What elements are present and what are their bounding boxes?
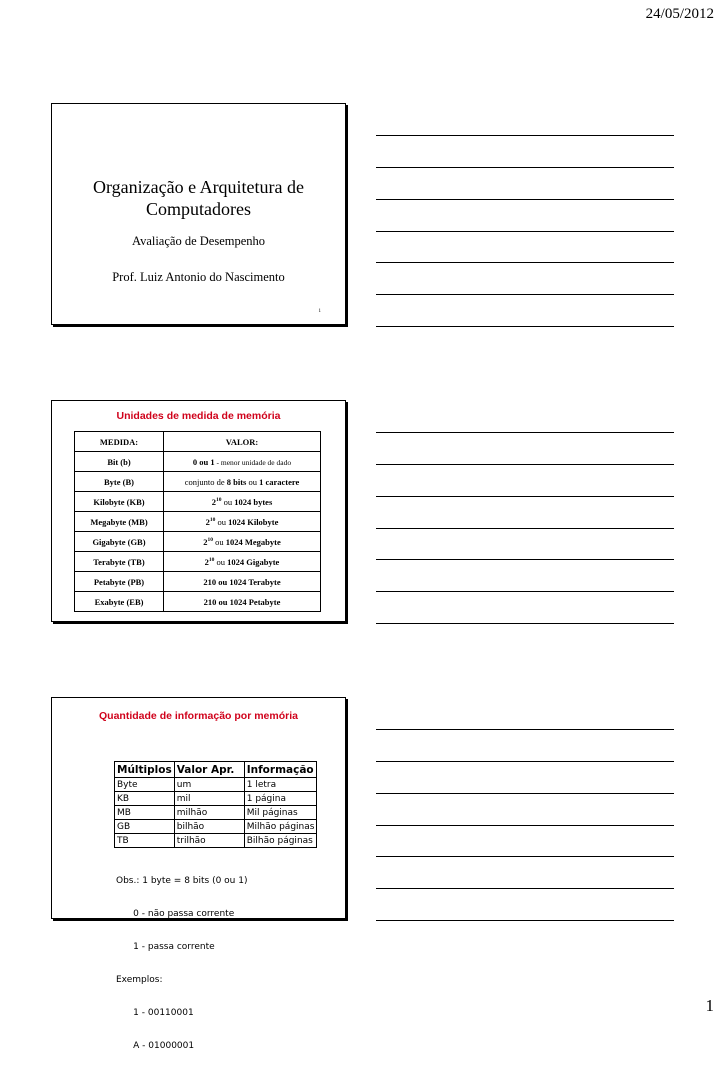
valor-cell (164, 512, 321, 532)
valor-cell: 210 ou 1024 Petabyte (164, 592, 321, 612)
table-row (115, 834, 317, 848)
note-rule (376, 294, 674, 295)
page-number: 1 (705, 996, 714, 1015)
note-rule (376, 761, 674, 762)
note-rule (376, 528, 674, 529)
valor-exponent: 10 (207, 536, 213, 543)
valor-text: ou (214, 556, 228, 567)
informacao-cell: Mil páginas (244, 806, 317, 820)
valor-bold: 8 bits (226, 476, 247, 487)
valor-bold: 1024 Kilobyte (228, 516, 279, 527)
valor-exponent: 10 (209, 516, 216, 523)
table-row (115, 820, 317, 834)
note-rule (376, 432, 674, 433)
slide-1-title-line-1: Organização e Arquitetura de (92, 177, 305, 197)
header-valor-apr: Valor Apr. (174, 762, 244, 778)
note-rule (376, 825, 674, 826)
slide-1 (51, 103, 346, 325)
medida-cell: Gigabyte (GB) (75, 532, 164, 552)
table-header-row (75, 432, 321, 452)
medida-cell: Petabyte (PB) (75, 572, 164, 592)
valor-base: 2 (205, 516, 210, 527)
valor-cell (164, 472, 321, 492)
slide-3-notes (116, 854, 247, 1074)
valor-cell: mil (174, 792, 244, 806)
table-row (75, 492, 321, 512)
header-medida: MEDIDA: (75, 432, 164, 452)
table-row (115, 792, 317, 806)
header-date: 24/05/2012 (645, 6, 714, 22)
valor-cell: um (174, 778, 244, 792)
header-informacao: Informação (244, 762, 317, 778)
valor-text: ou (221, 496, 235, 507)
valor-base: 2 (203, 536, 208, 547)
slide-1-title-line-2: Computadores (146, 199, 251, 219)
note-rule (376, 793, 674, 794)
valor-cell: trilhão (174, 834, 244, 848)
note-rule (376, 231, 674, 232)
table-row (75, 552, 321, 572)
valor-base: 2 (204, 556, 209, 567)
valor-bold: 1024 bytes (234, 496, 273, 507)
slide-1-author: Prof. Luiz Antonio do Nascimento (112, 270, 285, 284)
note-rule (376, 326, 674, 327)
note-line: A - 01000001 (116, 1041, 195, 1051)
note-rule (376, 920, 674, 921)
valor-cell (164, 532, 321, 552)
note-line: Obs.: 1 byte = 8 bits (0 ou 1) (116, 876, 248, 886)
medida-cell: Byte (B) (75, 472, 164, 492)
slide-1-number: 1 (318, 309, 321, 314)
header-multiplos: Múltiplos (115, 762, 175, 778)
slide-2-title: Unidades de medida de memória (116, 410, 281, 422)
note-rule (376, 559, 674, 560)
valor-cell: milhão (174, 806, 244, 820)
table-row (75, 452, 321, 472)
note-rule (376, 496, 674, 497)
table-row (115, 806, 317, 820)
note-rule (376, 856, 674, 857)
note-rule (376, 729, 674, 730)
valor-cell (164, 452, 321, 472)
multiplo-cell: TB (115, 834, 175, 848)
table-row (75, 472, 321, 492)
valor-text: - menor unidade de dado (214, 457, 292, 467)
valor-base: 2 (211, 496, 216, 507)
table-row (75, 512, 321, 532)
note-rule (376, 888, 674, 889)
header-valor: VALOR: (164, 432, 321, 452)
note-rule (376, 591, 674, 592)
note-line: 1 - 00110001 (116, 1008, 194, 1018)
note-rule (376, 464, 674, 465)
informacao-cell: Milhão páginas (244, 820, 317, 834)
valor-exponent: 10 (215, 496, 222, 503)
medida-cell: Kilobyte (KB) (75, 492, 164, 512)
note-line: 1 - passa corrente (116, 942, 215, 952)
multiplo-cell: Byte (115, 778, 175, 792)
valor-exponent: 10 (208, 556, 215, 563)
valor-bold: 0 ou 1 (192, 456, 215, 467)
note-rule (376, 262, 674, 263)
table-header-row (115, 762, 317, 778)
medida-cell: Megabyte (MB) (75, 512, 164, 532)
valor-cell (164, 552, 321, 572)
valor-bold: 1024 Gigabyte (227, 556, 280, 567)
valor-text: ou (246, 476, 260, 487)
medida-cell: Bit (b) (75, 452, 164, 472)
medida-cell: Exabyte (EB) (75, 592, 164, 612)
valor-bold: 1024 Megabyte (225, 536, 281, 547)
multiplo-cell: MB (115, 806, 175, 820)
table-row (115, 778, 317, 792)
informacao-cell: 1 página (244, 792, 317, 806)
note-rule (376, 199, 674, 200)
informacao-cell: Bilhão páginas (244, 834, 317, 848)
memory-information-table (114, 761, 317, 848)
valor-text: ou (212, 536, 226, 547)
valor-text: ou (215, 516, 229, 527)
valor-cell: bilhão (174, 820, 244, 834)
note-line: Exemplos: (116, 975, 163, 985)
slide-1-subtitle: Avaliação de Desempenho (131, 234, 266, 248)
note-line: 0 - não passa corrente (116, 909, 235, 919)
slide-2 (51, 400, 346, 622)
multiplo-cell: GB (115, 820, 175, 834)
note-rule (376, 167, 674, 168)
valor-cell: 210 ou 1024 Terabyte (164, 572, 321, 592)
memory-units-table (74, 431, 321, 612)
slide-3-title: Quantidade de informação por memória (99, 710, 298, 722)
note-rule (376, 623, 674, 624)
valor-text: conjunto de (184, 476, 227, 487)
slide-3 (51, 697, 346, 1051)
table-row (75, 532, 321, 552)
table-row (75, 572, 321, 592)
table-row (75, 592, 321, 612)
note-rule (376, 135, 674, 136)
multiplo-cell: KB (115, 792, 175, 806)
valor-cell (164, 492, 321, 512)
medida-cell: Terabyte (TB) (75, 552, 164, 572)
informacao-cell: 1 letra (244, 778, 317, 792)
valor-bold: 1 caractere (259, 476, 300, 487)
slide-1-title (52, 176, 345, 220)
